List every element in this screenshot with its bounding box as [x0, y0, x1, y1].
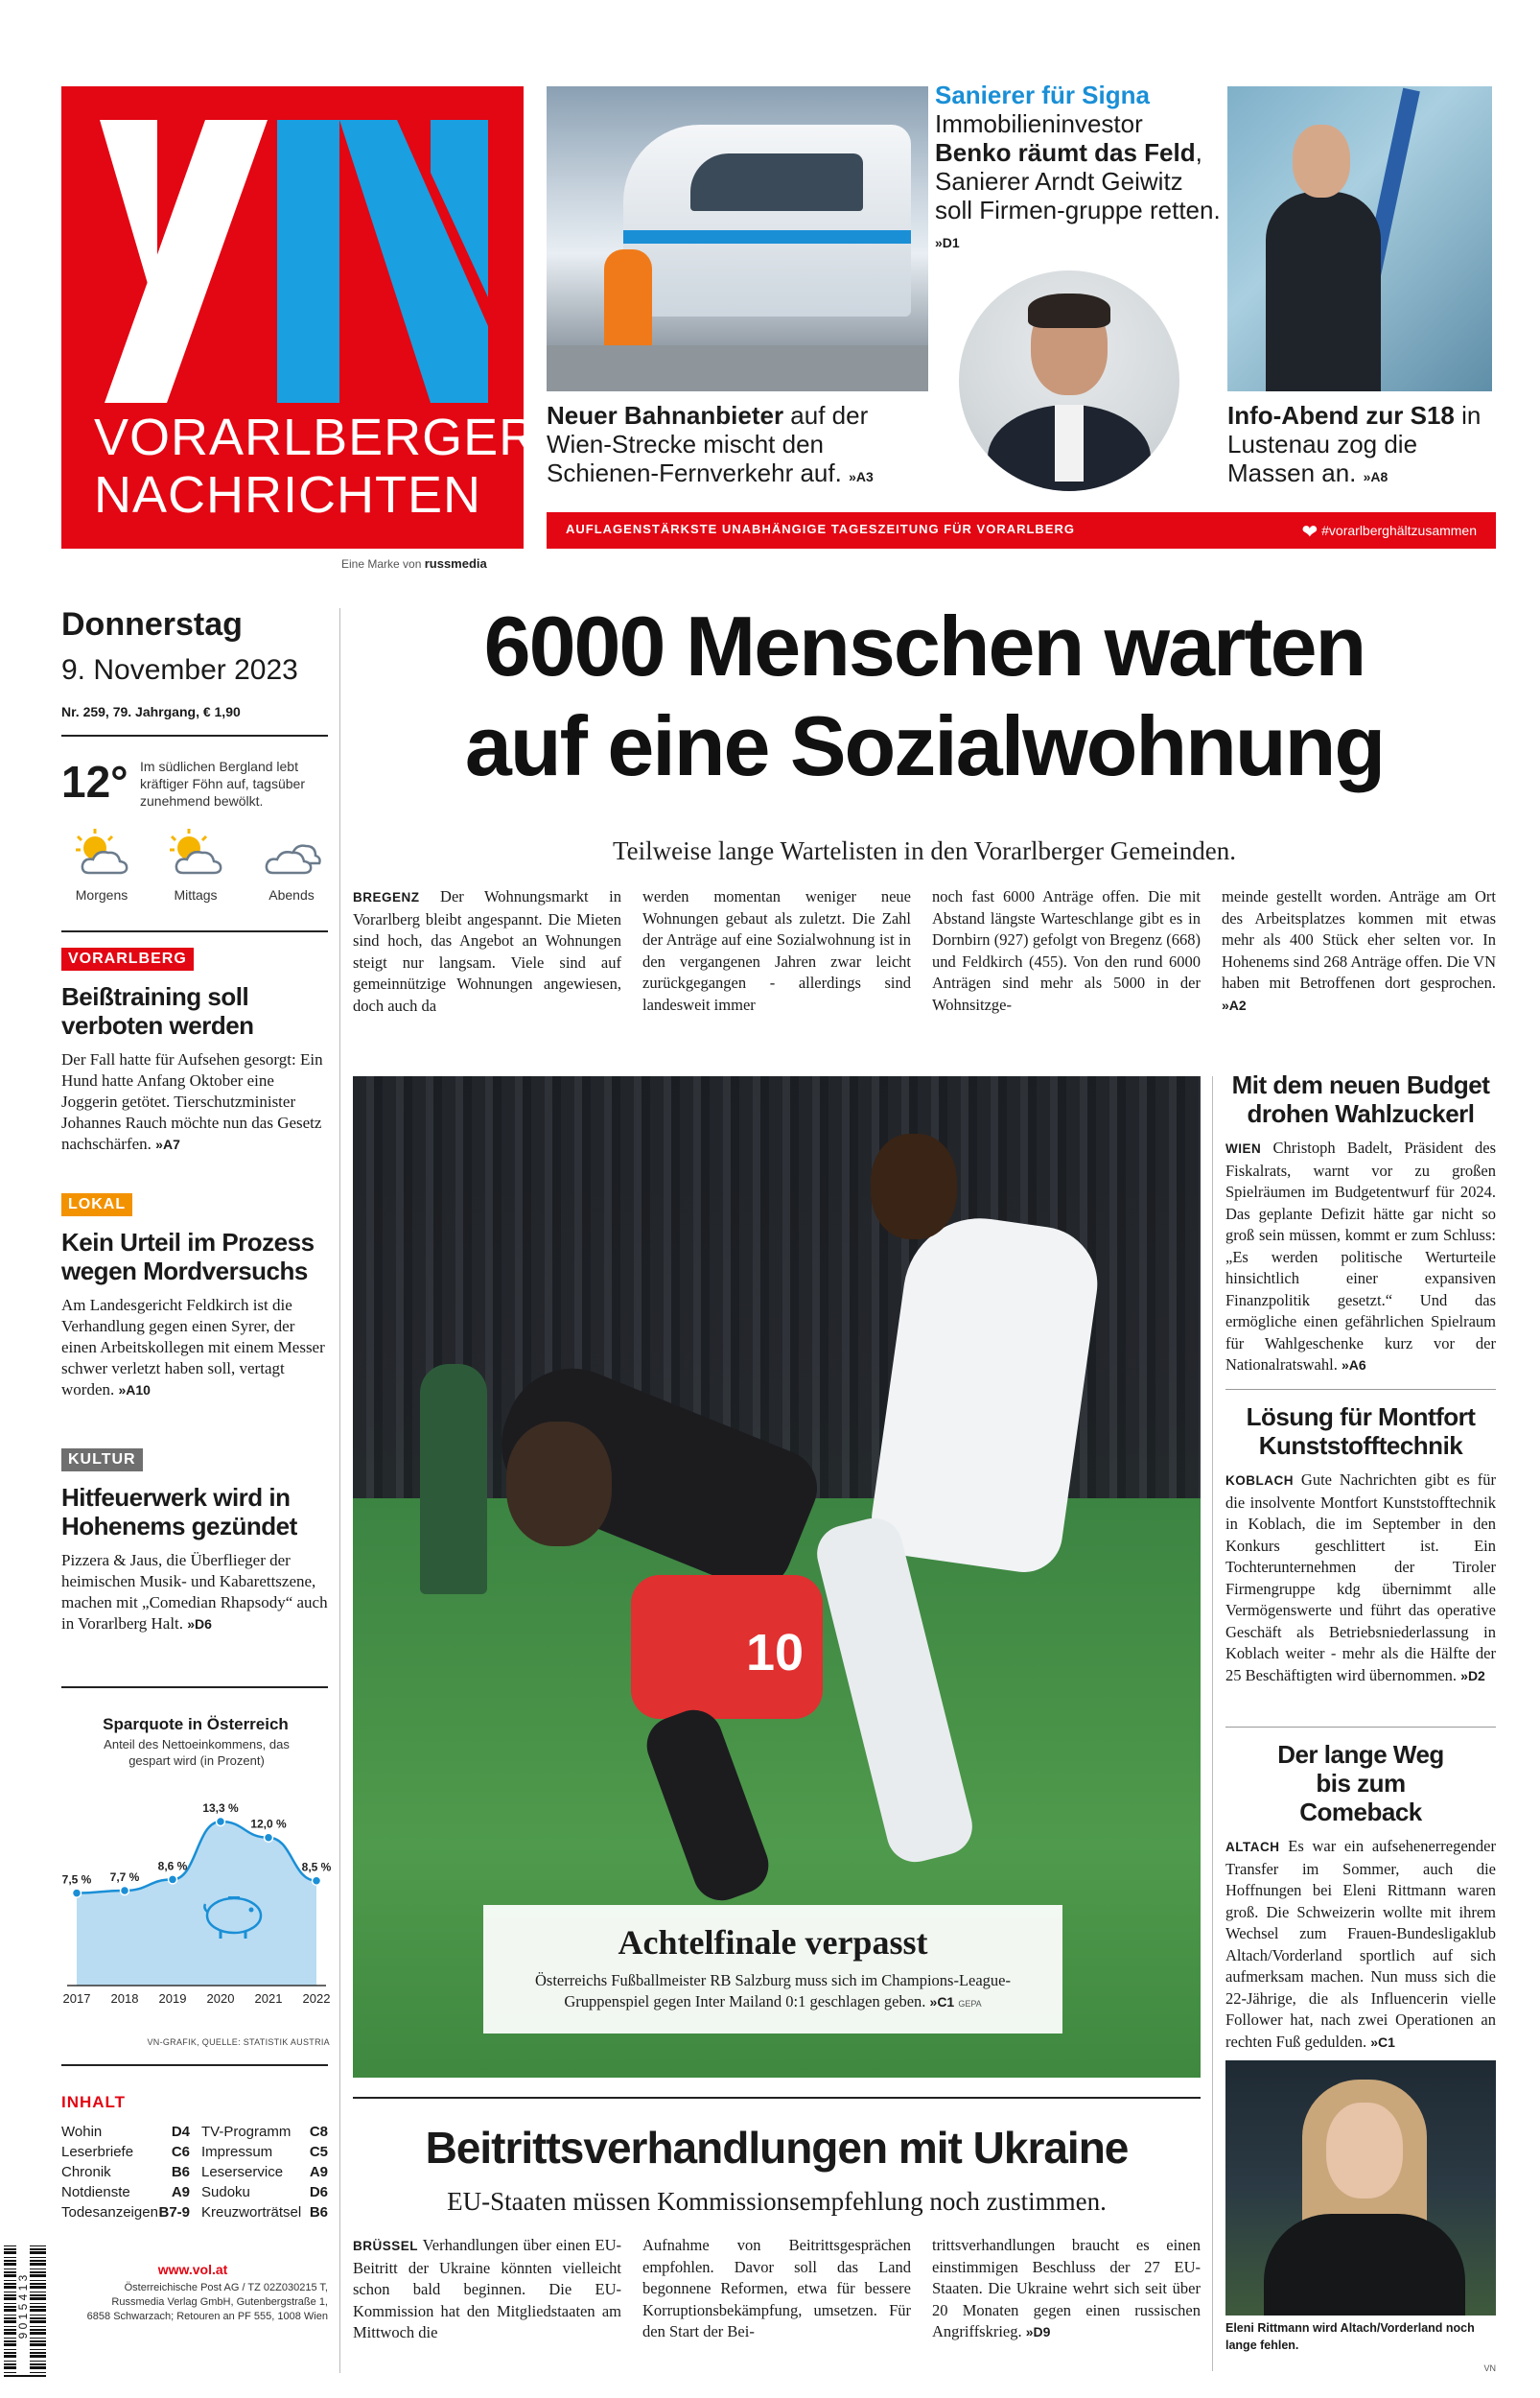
inhalt-page: B6: [309, 2204, 328, 2221]
train-teaser-ref[interactable]: »A3: [849, 469, 874, 484]
section-tag-lokal: LOKAL: [61, 1193, 132, 1216]
right-story-dateline: ALTACH: [1225, 1840, 1280, 1854]
speaker-figure: [1266, 192, 1381, 391]
platform: [547, 345, 928, 391]
inhalt-entry[interactable]: [61, 2182, 190, 2202]
right-story-body: Gute Nachrichten gibt es für die insolvente Montfort Kunststofftechnik in Koblach, die im September in den Konkurs geschlittert ist. Ein Tochterunternehmen der Tiroler Firmengruppe kdg übernimmt alle Vermögenswerte und führt das operative Geschäft als Betriebsniederlassung in Koblach weiter - mehr als die Hälfte der 25 Beschäftigten wird übernommen.: [1225, 1470, 1496, 1684]
right-story-text: [1225, 1138, 1496, 1376]
barcode-number: 9 0 1 5 4 1 3: [16, 2240, 30, 2374]
chart-tick-label: 2019: [158, 1991, 187, 2006]
column-divider: [1212, 1076, 1213, 2371]
divider: [61, 735, 328, 737]
inhalt-page: D6: [309, 2184, 328, 2200]
chart-title: Sparquote in Österreich: [103, 1715, 289, 1733]
weather-temperature: 12°: [61, 757, 128, 807]
inhalt-label: Todesanzeigen: [61, 2204, 158, 2221]
divider: [61, 1686, 328, 1688]
left-story-kultur[interactable]: [61, 1448, 330, 1634]
logo-line-1: VORARLBERGER: [94, 409, 538, 466]
photo-caption: [506, 1970, 1039, 2014]
left-story-headline: Beißtraining soll verboten werden: [61, 982, 254, 1040]
right-story-headline: Lösung für Montfort Kunststofftechnik: [1246, 1402, 1476, 1460]
left-story-body: Der Fall hatte für Aufsehen gesorgt: Ein Hund hatte Anfang Oktober eine Joggerin getötet. Tierschutzminister Johannes Rauch möchte nun das Gesetz nachschärfen.: [61, 1050, 323, 1153]
lead-col-2: werden momentan weniger neue Wohnungen gebaut als zuletzt. Die Zahl der Anträge auf eine Sozialwohnung ist in den vergangenen Jahren zwar leicht zurückgegangen - allerdings sind landesweit immer: [642, 887, 911, 1014]
inhalt-label: TV-Programm: [201, 2124, 292, 2140]
chart-data-label: 13,3 %: [202, 1801, 239, 1815]
s18-teaser-ref[interactable]: »A8: [1363, 469, 1388, 484]
rittmann-face: [1326, 2103, 1403, 2198]
inhalt-entry[interactable]: [201, 2122, 328, 2142]
signa-ref[interactable]: »D1: [935, 235, 960, 250]
right-story-body: Es war ein aufsehenerregender Transfer im Sommer, auch die Hoffnungen bei Eleni Rittmann waren groß. Die Schweizerin wollte mit ihrem Wechsel zum Frauen-Bundesligaklub Altach/Vorderland sportlich auf sich aufmerksam machen. Nun muss sich die 22-Jährige, die als Influencerin vielle Follower hat, nach zwei Operationen an rechten Fuß gedulden.: [1225, 1837, 1496, 2051]
inhalt-entry[interactable]: [201, 2162, 328, 2182]
portrait-hair: [1028, 294, 1110, 328]
left-story-text: [61, 1049, 330, 1155]
weather-slot-noon: [157, 825, 234, 903]
train-teaser-rest: auf der Wien-Strecke mischt den Schienen-Fernverkehr auf.: [547, 401, 869, 487]
lead-ref[interactable]: »A2: [1222, 997, 1247, 1013]
benko-portrait[interactable]: [959, 270, 1179, 491]
inhalt-page: C5: [309, 2144, 328, 2160]
ukraine-ref[interactable]: »D9: [1025, 2324, 1051, 2339]
chart-source: VN-GRAFIK, QUELLE: STATISTIK AUSTRIA: [147, 2037, 330, 2047]
chart-area: [77, 1822, 316, 1986]
lead-col-4-text: meinde gestellt worden. Anträge am Ort des Arbeitsplatzes kommen mit etwas mehr als 400 Stück eher selten vor. In Hohenems sind 268 Anträge offen. Die VN haben mit Betroffenen dort gesprochen.: [1222, 887, 1496, 992]
right-story-ref[interactable]: »D2: [1460, 1667, 1485, 1683]
chart-subtitle: Anteil des Nettoeinkommens, das gespart wird (in Prozent): [104, 1737, 290, 1768]
weather-slot-evening: [253, 825, 330, 903]
ukraine-col-3-text: trittsverhandlungen braucht es einen einstimmigen Beschluss der 27 EU-Staaten. Die Ukraine wehrt sich seit über 20 Monaten gegen einen russischen Angriffskrieg.: [932, 2236, 1201, 2340]
hashtag-text: #vorarlberghältzusammen: [1321, 523, 1477, 538]
portrait-shirt: [1055, 405, 1084, 482]
s18-teaser-bold: Info-Abend zur S18: [1227, 401, 1455, 430]
inhalt-label: Leserbriefe: [61, 2144, 134, 2160]
heart-icon: ❤: [1301, 522, 1318, 543]
issue-date: 9. November 2023: [61, 654, 298, 686]
chart-data-label: 8,5 %: [301, 1860, 332, 1874]
inhalt-entry[interactable]: [61, 2202, 190, 2222]
photo-credit: GEPA: [958, 1999, 982, 2009]
divider: [353, 2097, 1201, 2099]
right-story-text: [1225, 1469, 1496, 1686]
lead-col-3: noch fast 6000 Anträge offen. Die mit Abstand längste Warteschlange gibt es in Dornbirn (927) gefolgt von Bregenz (668) und Feldkirch (455). Von den rund 6000 Anträgen sind mehr als 5000 in der Wohnsitzge-: [932, 887, 1201, 1014]
lead-headline-line2: auf eine Sozialwohnung: [464, 698, 1385, 793]
sun-cloud-icon: [162, 825, 229, 882]
rittmann-jacket: [1264, 2214, 1465, 2316]
signa-kicker: Sanierer für Signa: [935, 81, 1150, 109]
inhalt-page: A9: [171, 2184, 190, 2200]
divider: [61, 930, 328, 932]
chart-data-label: 8,6 %: [157, 1859, 188, 1873]
train-teaser-bold: Neuer Bahnanbieter: [547, 401, 784, 430]
chart-point: [73, 1889, 82, 1897]
divider: [1225, 1727, 1496, 1728]
ukraine-col-2: Aufnahme von Beitrittsgesprächen empfohlen. Davor soll das Land begonnene Reformen, etwa für bessere Korruptionsbekämpfung, umsetzen. Für den Start der Bei-: [642, 2236, 911, 2340]
lead-dateline: BREGENZ: [353, 890, 420, 905]
inhalt-entry[interactable]: [61, 2162, 190, 2182]
chart-point: [265, 1833, 273, 1842]
photo-caption-box: [483, 1905, 1062, 2034]
vn-logo-mark: [61, 86, 524, 403]
inhalt-page: C8: [309, 2124, 328, 2140]
imprint-url[interactable]: www.vol.at: [157, 2262, 228, 2277]
left-story-ref[interactable]: »A7: [155, 1137, 180, 1152]
signa-body: [935, 138, 1223, 257]
signa-rest: , Sanierer Arndt Geiwitz soll Firmen-gruppe retten.: [935, 138, 1221, 224]
chart-data-label: 7,5 %: [61, 1872, 92, 1887]
right-story-body: Christoph Badelt, Präsident des Fiskalrats, warnt vor zu großen Spielräumen im Budgetentwurf für 2024. Das geplante Defizit hätte gar nicht so groß sein müssen, kommt er zum Schluss: „Es werden politische Werturteile hinsichtlich einer expansiven Finanzpolitik gesetzt.“ Und das ermögliche einen gefährlichen Spielraum für Wahlgeschenke kurz vor der Nationalratswahl.: [1225, 1139, 1496, 1374]
ukraine-dateline: BRÜSSEL: [353, 2239, 419, 2253]
ukraine-headline[interactable]: Beitrittsverhandlungen mit Ukraine: [425, 2123, 1129, 2173]
divider: [61, 2064, 328, 2066]
right-story-headline: Der lange Weg bis zum Comeback: [1277, 1740, 1444, 1826]
inhalt-page: C6: [171, 2144, 190, 2160]
signa-teaser[interactable]: [935, 81, 1223, 257]
issue-number: Nr. 259, 79. Jahrgang, € 1,90: [61, 704, 241, 719]
inhalt-label: Leserservice: [201, 2164, 284, 2180]
inhalt-label: Impressum: [201, 2144, 273, 2160]
left-story-text: [61, 1295, 330, 1400]
sun-cloud-icon: [68, 825, 135, 882]
inhalt-entry[interactable]: [61, 2142, 190, 2162]
chart-point: [313, 1876, 321, 1885]
right-story-ref[interactable]: »C1: [1370, 2034, 1395, 2050]
logo-line-2: NACHRICHTEN: [94, 466, 482, 524]
weather-text: Im südlichen Bergland lebt kräftiger Föhn auf, tagsüber zunehmend bewölkt.: [140, 759, 305, 809]
train-stripe: [623, 230, 911, 244]
brand-note: [341, 556, 487, 571]
chart-point: [217, 1818, 225, 1826]
inhalt-left: [61, 2122, 190, 2222]
ukraine-col-1-text: Verhandlungen über einen EU-Beitritt der Ukraine könnten vielleicht schon bald beginnen. Die EU-Kommission hat den Mitgliedstaaten am Mittwoch die: [353, 2236, 621, 2341]
rittmann-photo-credit: VN: [1483, 2363, 1496, 2373]
ukraine-col-3: [932, 2235, 1201, 2343]
right-story-montfort[interactable]: [1225, 1402, 1496, 1686]
left-story-body: Pizzera & Jaus, die Überflieger der heimischen Musik- und Kabarettszene, machen mit „Comedian Rhapsody“ auch in Vorarlberg Halt.: [61, 1551, 328, 1633]
right-story-text: [1225, 1836, 1496, 2053]
lead-headline-line1: 6000 Menschen warten: [483, 599, 1365, 694]
lead-headline[interactable]: [353, 597, 1496, 796]
right-story-dateline: WIEN: [1225, 1141, 1262, 1156]
tagline-text: AUFLAGENSTÄRKSTE UNABHÄNGIGE TAGESZEITUNG FÜR VORARLBERG: [566, 522, 1075, 536]
jersey-number: 10: [746, 1624, 805, 1681]
lead-col-1: [353, 886, 621, 1017]
inter-player-head: [871, 1134, 957, 1239]
chart-tick-label: 2018: [110, 1991, 139, 2006]
masthead-logo[interactable]: [61, 86, 538, 549]
train-window: [690, 153, 863, 211]
cloud-icon: [258, 825, 325, 882]
rittmann-caption-text: Eleni Rittmann wird Altach/Vorderland noch lange fehlen.: [1225, 2321, 1475, 2352]
inhalt-page: B7-9: [158, 2204, 190, 2221]
weather-slot-evening-label: Abends: [268, 887, 315, 903]
s18-teaser-rest: in Lustenau zog die Massen an.: [1227, 401, 1482, 487]
inhalt-entry[interactable]: [201, 2182, 328, 2202]
left-story-ref[interactable]: »A10: [118, 1382, 151, 1398]
chart-data-label: 12,0 %: [250, 1817, 287, 1831]
chart-point: [169, 1875, 177, 1884]
left-story-headline: Kein Urteil im Prozess wegen Mordversuchs: [61, 1228, 315, 1285]
imprint-line: Österreichische Post AG / TZ 02Z030215 T,: [124, 2282, 328, 2293]
inhalt-entry[interactable]: [201, 2142, 328, 2162]
inhalt-label: Chronik: [61, 2164, 111, 2180]
divider: [1225, 1389, 1496, 1390]
right-story-budget[interactable]: [1225, 1070, 1496, 1376]
lead-subhead: Teilweise lange Wartelisten in den Vorarlberger Gemeinden.: [613, 836, 1236, 865]
right-story-ref[interactable]: »A6: [1341, 1357, 1366, 1373]
column-divider: [339, 608, 340, 2373]
signa-line1: Immobilieninvestor: [935, 109, 1143, 138]
rittmann-photo[interactable]: [1225, 2060, 1496, 2316]
inhalt-label: Sudoku: [201, 2184, 250, 2200]
left-story-body: Am Landesgericht Feldkirch ist die Verhandlung gegen einen Syrer, der einen Arbeitskollegen mit einem Messer schwer verletzt haben soll, vertagt worden.: [61, 1296, 325, 1399]
s18-teaser[interactable]: [1227, 401, 1496, 491]
inhalt-label: Notdienste: [61, 2184, 130, 2200]
inhalt-label: Wohin: [61, 2124, 103, 2140]
signa-bold: Benko räumt das Feld: [935, 138, 1196, 167]
brand-note-name: russmedia: [424, 556, 487, 571]
photo-headline[interactable]: Achtelfinale verpasst: [618, 1923, 928, 1962]
inhalt-page: B6: [171, 2164, 190, 2180]
lead-col-1-text: Der Wohnungsmarkt in Vorarlberg bleibt angespannt. Die Mieten sind hoch, das Angebot an Wohnungen steigt nur langsam. Viele sind auf gemeinnützige Wohnungen angewiesen, doch auch da: [353, 887, 621, 1015]
chart-data-label: 7,7 %: [109, 1870, 140, 1884]
left-story-text: [61, 1550, 330, 1634]
right-story-headline: Mit dem neuen Budget drohen Wahlzuckerl: [1231, 1070, 1490, 1128]
left-story-headline: Hitfeuerwerk wird in Hohenems gezündet: [61, 1483, 297, 1540]
imprint-text: [58, 2281, 328, 2324]
inhalt-right: [201, 2122, 328, 2222]
inhalt-title: INHALT: [61, 2093, 127, 2111]
left-story-vorarlberg[interactable]: [61, 948, 330, 1155]
savings-rate-chart: [58, 1775, 336, 2034]
inhalt-entry[interactable]: [201, 2202, 328, 2222]
chart-tick-label: 2020: [206, 1991, 235, 2006]
chart-point: [121, 1887, 129, 1895]
train-teaser[interactable]: [547, 401, 930, 491]
brand-note-prefix: Eine Marke von: [341, 557, 422, 571]
section-tag-vorarlberg: VORARLBERG: [61, 948, 194, 971]
inhalt-entry[interactable]: [61, 2122, 190, 2142]
inhalt-label: Kreuzworträtsel: [201, 2204, 302, 2221]
lead-col-4: [1222, 886, 1496, 1016]
chart-tick-label: 2022: [302, 1991, 331, 2006]
section-tag-kultur: KULTUR: [61, 1448, 143, 1471]
tagline-bar: [547, 512, 1496, 549]
s18-photo[interactable]: [1227, 86, 1492, 391]
right-story-comeback[interactable]: [1225, 1740, 1496, 2053]
speaker-head: [1293, 125, 1350, 198]
inhalt-page: A9: [309, 2164, 328, 2180]
weekday: Donnerstag: [61, 606, 243, 643]
train-photo[interactable]: [547, 86, 928, 391]
inhalt-page: D4: [171, 2124, 190, 2140]
ukraine-col-1: [353, 2235, 621, 2344]
hashtag[interactable]: [1301, 520, 1477, 544]
weather-slot-morning: [63, 825, 140, 903]
weather-slot-noon-label: Mittags: [174, 887, 218, 903]
rittmann-caption: [1225, 2319, 1496, 2377]
imprint-line: 6858 Schwarzach; Retouren an PF 555, 1008 Wien: [86, 2311, 328, 2322]
chart-tick-label: 2017: [62, 1991, 91, 2006]
photo-ref[interactable]: »C1: [929, 1994, 955, 2010]
left-story-ref[interactable]: »D6: [187, 1616, 212, 1632]
referee-figure: [420, 1364, 487, 1594]
imprint-line: Russmedia Verlag GmbH, Gutenbergstraße 1,: [111, 2296, 328, 2308]
chart-tick-label: 2021: [254, 1991, 283, 2006]
ukraine-subhead: EU-Staaten müssen Kommissionsempfehlung noch zustimmen.: [447, 2187, 1107, 2216]
salzburg-player-head: [506, 1422, 612, 1546]
left-story-lokal[interactable]: [61, 1193, 330, 1400]
photo-caption-text: Österreichs Fußballmeister RB Salzburg muss sich im Champions-League-Gruppenspiel gegen Inter Mailand 0:1 geschlagen geben.: [535, 1971, 1011, 2010]
weather-slot-morning-label: Morgens: [75, 887, 128, 903]
right-story-dateline: KOBLACH: [1225, 1473, 1294, 1488]
